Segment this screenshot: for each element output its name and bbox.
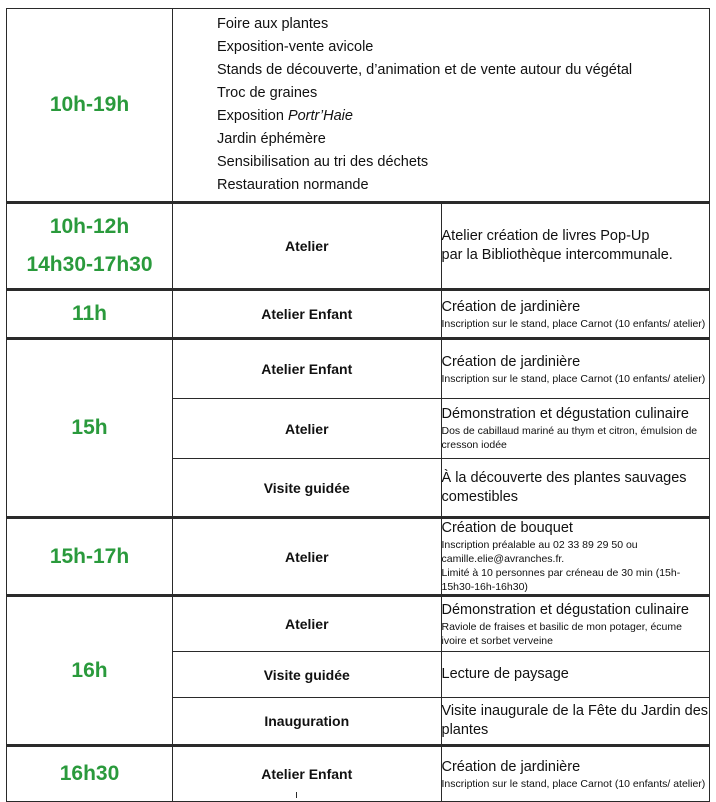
time-slot: 11h <box>7 290 173 339</box>
activity-desc <box>441 698 710 746</box>
expo-title: Portr’Haie <box>287 108 353 124</box>
expo-prefix: Exposition <box>217 108 288 124</box>
activity-subtitle: Dos de cabillaud mariné au thym et citron, émulsion de cresson iodée <box>441 425 698 451</box>
activity-subtitle: Inscription sur le stand, place Carnot (10 enfants/ atelier) <box>441 372 706 385</box>
time-slot: 15h <box>7 339 173 518</box>
activity-type: Atelier <box>173 399 442 459</box>
time-slot-afternoon: 14h30-17h30 <box>26 253 153 276</box>
activity-desc <box>441 399 710 459</box>
activity-type: Atelier <box>173 518 442 596</box>
activity-title: Atelier création de livres Pop-Up <box>441 228 650 244</box>
table-row <box>7 290 710 339</box>
activity-title: Lecture de paysage <box>441 666 569 682</box>
activity-desc <box>441 290 710 339</box>
fair-activity-list <box>173 9 709 201</box>
time-slot: 16h30 <box>7 746 173 802</box>
activity-desc <box>441 652 710 698</box>
activity-title: À la découverte des plantes sauvages comestibles <box>441 469 687 505</box>
activity-subtitle: Inscription sur le stand, place Carnot (10 enfants/ atelier) <box>441 777 706 790</box>
activity-type: Inauguration <box>173 698 442 746</box>
schedule-table <box>6 8 710 802</box>
activity-subtitle: Limité à 10 personnes par créneau de 30 min (15h-15h30-16h-16h30) <box>441 567 681 593</box>
activity-title: Démonstration et dégustation culinaire <box>441 601 689 618</box>
activity-title: Création de jardinière <box>441 758 581 775</box>
list-item: Sensibilisation au tri des déchets <box>217 154 429 170</box>
activity-type: Atelier <box>173 203 442 290</box>
table-row <box>7 203 710 290</box>
activity-desc <box>441 203 710 290</box>
activity-type: Visite guidée <box>173 652 442 698</box>
activity-title: Création de jardinière <box>441 353 581 370</box>
table-row <box>7 339 710 399</box>
activity-type: Atelier <box>173 596 442 652</box>
activity-type: Atelier Enfant <box>173 746 442 802</box>
activity-title: Création de jardinière <box>441 298 581 315</box>
next-row-stub <box>6 792 710 798</box>
list-item <box>217 105 709 128</box>
activity-subtitle: Inscription préalable au 02 33 89 29 50 ou camille.elie@avranches.fr. <box>441 539 638 565</box>
activity-desc <box>441 339 710 399</box>
time-slot: 16h <box>7 596 173 746</box>
activity-subtitle: Raviole de fraises et basilic de mon potager, écume ivoire et sorbet verveine <box>441 620 682 647</box>
table-row <box>7 9 710 203</box>
activity-desc <box>441 459 710 518</box>
activity-title: par la Bibliothèque intercommunale. <box>441 247 673 263</box>
time-slot <box>7 203 173 290</box>
column-divider <box>172 792 173 798</box>
activity-type: Atelier Enfant <box>173 290 442 339</box>
list-item: Exposition-vente avicole <box>217 39 374 55</box>
activity-desc <box>441 596 710 652</box>
list-item: Troc de graines <box>217 85 318 101</box>
activity-title: Démonstration et dégustation culinaire <box>441 406 689 422</box>
time-slot: 15h-17h <box>7 518 173 596</box>
activity-title: Visite inaugurale de la Fête du Jardin des plantes <box>441 703 709 738</box>
activity-title: Création de bouquet <box>441 520 573 536</box>
time-slot: 10h-19h <box>7 9 173 203</box>
table-row <box>7 518 710 596</box>
list-item: Jardin éphémère <box>217 131 326 147</box>
column-divider <box>296 792 297 798</box>
table-row <box>7 596 710 652</box>
activity-type: Atelier Enfant <box>173 339 442 399</box>
fair-cell <box>173 9 710 203</box>
activity-desc <box>441 518 710 596</box>
activity-subtitle: Inscription sur le stand, place Carnot (10 enfants/ atelier) <box>441 317 706 330</box>
list-item: Stands de découverte, d’animation et de vente autour du végétal <box>217 62 633 78</box>
list-item: Foire aux plantes <box>217 16 329 32</box>
time-slot-morning: 10h-12h <box>49 215 130 238</box>
activity-type: Visite guidée <box>173 459 442 518</box>
list-item: Restauration normande <box>217 177 369 193</box>
